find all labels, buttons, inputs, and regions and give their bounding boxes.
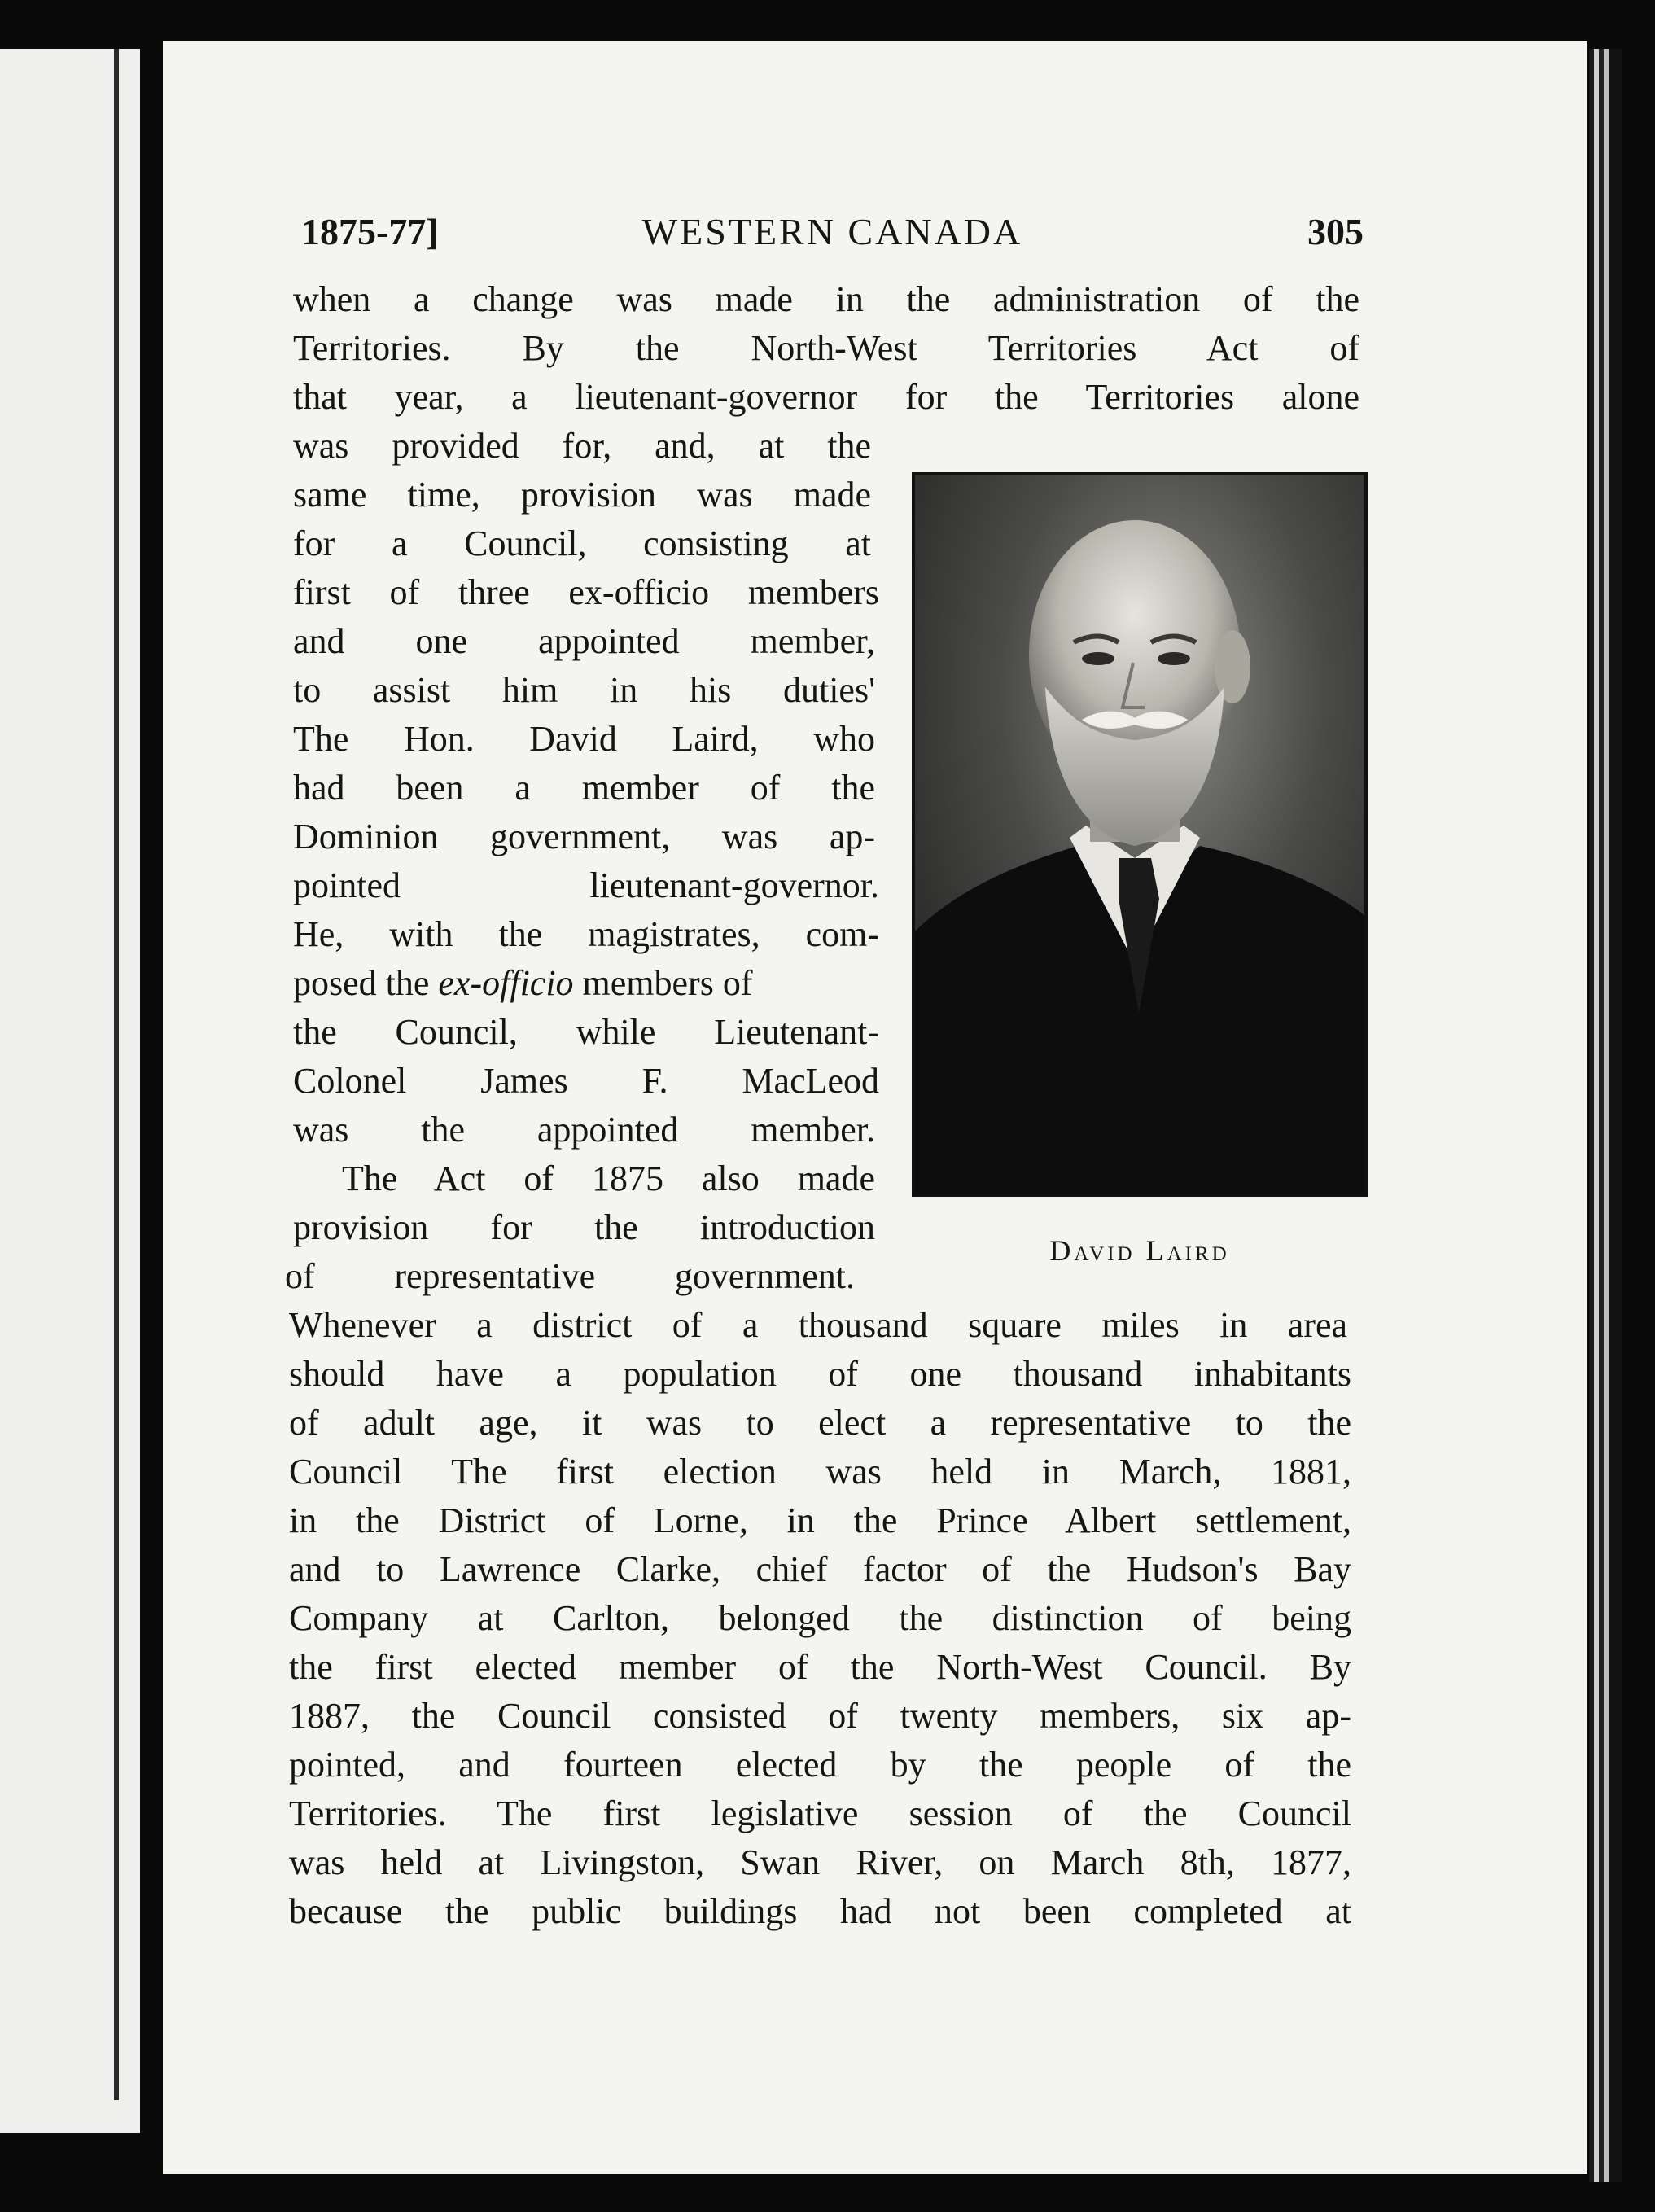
text-line: was the appointed member.	[293, 1110, 875, 1150]
text-line: and to Lawrence Clarke, chief factor of the Hudson's Bay	[289, 1549, 1351, 1589]
text-line: pointed, and fourteen elected by the people of the	[289, 1745, 1351, 1785]
text-line: Company at Carlton, belonged the distinction of being	[289, 1598, 1351, 1638]
text-line: The Hon. David Laird, who	[293, 719, 875, 759]
facing-page-margin	[0, 49, 140, 2133]
text-line: the Council, while Lieutenant-	[293, 1012, 879, 1052]
text-line: for a Council, consisting at	[293, 523, 871, 563]
text-line: provision for the introduction	[293, 1207, 875, 1247]
text-line: when a change was made in the administration of the	[293, 279, 1359, 319]
portrait-photo	[912, 472, 1368, 1197]
text-segment: posed the	[293, 963, 439, 1003]
text-line: was provided for, and, at the	[293, 426, 871, 466]
portrait-image	[915, 475, 1364, 1194]
header-years: 1875-77]	[301, 211, 439, 252]
photo-caption: David Laird	[1049, 1234, 1230, 1267]
text-segment: members of	[573, 963, 753, 1003]
text-line: the first elected member of the North-West Council. By	[289, 1647, 1351, 1687]
text-line: to assist him in his duties'	[293, 670, 875, 710]
text-line: Council The first election was held in March, 1881,	[289, 1452, 1351, 1491]
text-line: had been a member of the	[293, 768, 875, 808]
text-line: of representative government.	[285, 1256, 855, 1296]
text-line: because the public buildings had not been completed at	[289, 1891, 1351, 1931]
text-line-italic	[293, 961, 879, 1006]
text-line: Whenever a district of a thousand square miles in area	[289, 1305, 1347, 1345]
facing-page-gutter	[114, 49, 119, 2100]
text-line: pointed lieutenant-governor.	[293, 865, 879, 905]
page-number: 305	[1307, 211, 1364, 252]
paragraph-indent-line: The Act of 1875 also made	[342, 1159, 875, 1198]
text-line: same time, provision was made	[293, 475, 871, 515]
running-header	[301, 204, 1364, 261]
text-line: Colonel James F. MacLeod	[293, 1061, 879, 1101]
italic-term: ex-officio	[438, 963, 574, 1003]
text-line: Territories. The first legislative session of the Council	[289, 1794, 1351, 1833]
header-title: WESTERN CANADA	[641, 211, 1023, 252]
text-line: He, with the magistrates, com-	[293, 914, 879, 954]
text-line: should have a population of one thousand inhabitants	[289, 1354, 1351, 1394]
text-line: Dominion government, was ap-	[293, 817, 875, 856]
page-edge-stack	[1589, 49, 1622, 2182]
text-line: of adult age, it was to elect a representative to the	[289, 1403, 1351, 1443]
text-line: in the District of Lorne, in the Prince Albert settlement,	[289, 1500, 1351, 1540]
text-line: first of three ex-officio members	[293, 572, 879, 612]
text-line: Territories. By the North-West Territories Act of	[293, 328, 1359, 368]
text-line: 1887, the Council consisted of twenty members, six ap-	[289, 1696, 1351, 1736]
text-line: was held at Livingston, Swan River, on March 8th, 1877,	[289, 1842, 1351, 1882]
text-line: and one appointed member,	[293, 621, 875, 661]
text-line: that year, a lieutenant-governor for the Territories alone	[293, 377, 1359, 417]
